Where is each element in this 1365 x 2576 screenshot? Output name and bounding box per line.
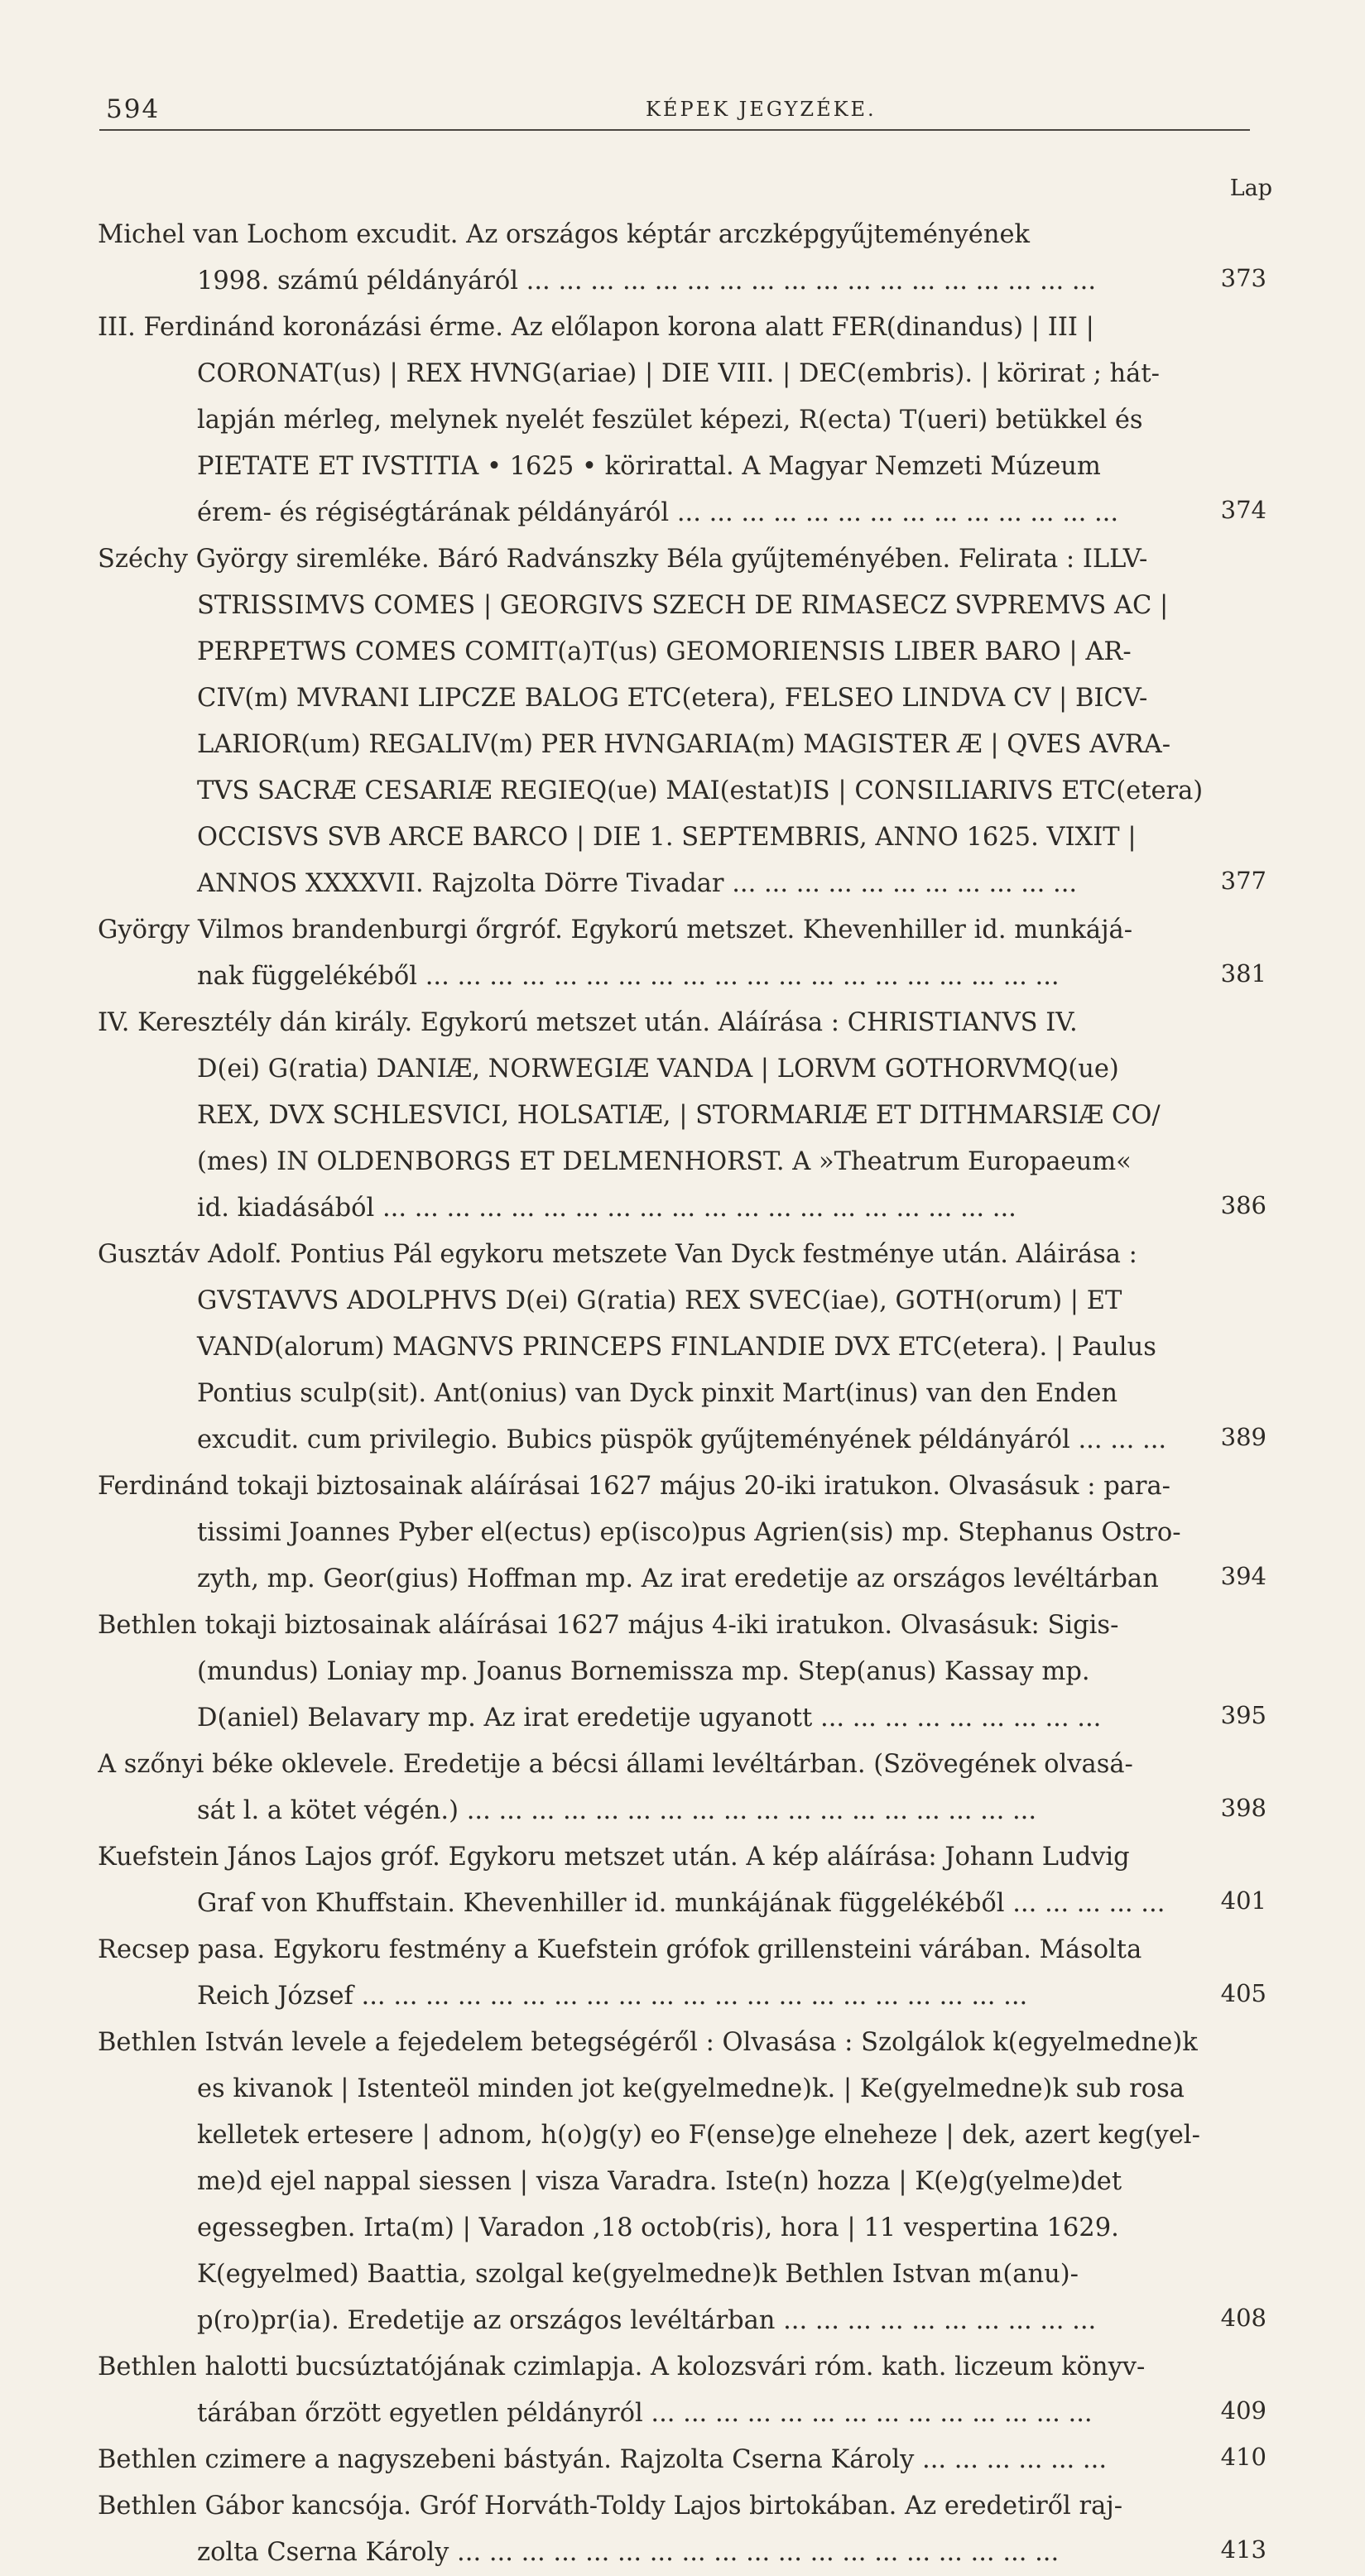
- entry-line: PERPETWS COMES COMIT(a)T(us) GEOMORIENSIS LIBER BARO | AR-: [197, 637, 1132, 666]
- entry-line: nak függelékéből ... ... ... ... ... ... ... ... ... ... ... ... ... ... ... ... ... ... ... ...: [197, 962, 1060, 991]
- running-title: KÉPEK JEGYZÉKE.: [646, 98, 877, 121]
- index-entry: [98, 1834, 1273, 1927]
- entry-line: Gusztáv Adolf. Pontius Pál egykoru metszete Van Dyck festménye után. Aláirása :: [98, 1240, 1137, 1269]
- index-entry: [98, 907, 1273, 1000]
- entry-line: Bethlen István levele a fejedelem betegségéről : Olvasása : Szolgálok k(egyelmedne)k: [98, 2028, 1198, 2057]
- entry-line: IV. Keresztély dán király. Egykorú metszet után. Aláírása : CHRISTIANVS IV.: [98, 1008, 1078, 1037]
- entry-line: me)d ejel nappal siessen | visza Varadra. Iste(n) hozza | K(e)g(yelme)det: [197, 2167, 1122, 2196]
- entry-line: TVS SACRÆ CESARIÆ REGIEQ(ue) MAI(estat)IS | CONSILIARIVS ETC(etera): [197, 776, 1204, 805]
- entry-line: ANNOS XXXXVII. Rajzolta Dörre Tivadar ... ... ... ... ... ... ... ... ... ... ...: [197, 869, 1078, 898]
- entry-line: sát l. a kötet végén.) ... ... ... ... ... ... ... ... ... ... ... ... ... ... ... ... ... ...: [197, 1796, 1037, 1825]
- entry-line: III. Ferdinánd koronázási érme. Az előlapon korona alatt FER(dinandus) | III |: [98, 313, 1094, 342]
- entry-line: GVSTAVVS ADOLPHVS D(ei) G(ratia) REX SVEC(iae), GOTH(orum) | ET: [197, 1286, 1122, 1315]
- entry-line: zolta Cserna Károly ... ... ... ... ... ... ... ... ... ... ... ... ... ... ... ... ... ... ...: [197, 2538, 1060, 2567]
- index-entry: [98, 1927, 1273, 2020]
- index-entry: [98, 2020, 1273, 2344]
- entry-line: D(aniel) Belavary mp. Az irat eredetije ugyanott ... ... ... ... ... ... ... ... ...: [197, 1704, 1102, 1733]
- entry-line: LARIOR(um) REGALIV(m) PER HVNGARIA(m) MAGISTER Æ | QVES AVRA-: [197, 730, 1171, 759]
- entry-page-number: 386: [1192, 1182, 1266, 1228]
- entry-line: 1998. számú példányáról ... ... ... ... ... ... ... ... ... ... ... ... ... ... ... ... ... ...: [197, 267, 1097, 296]
- entry-line: Bethlen halotti bucsúztatójának czimlapja. A kolozsvári róm. kath. liczeum könyv-: [98, 2353, 1146, 2381]
- index-entry: [98, 2344, 1273, 2437]
- index-entry: [98, 1742, 1273, 1834]
- entry-line: tárában őrzött egyetlen példányról ... ... ... ... ... ... ... ... ... ... ... ... ... ...: [197, 2399, 1093, 2428]
- entry-line: PIETATE ET IVSTITIA • 1625 • körirattal. A Magyar Nemzeti Múzeum: [197, 452, 1101, 481]
- entry-line: CORONAT(us) | REX HVNG(ariae) | DIE VIII. | DEC(embris). | körirat ; hát-: [197, 359, 1160, 388]
- entry-line: Recsep pasa. Egykoru festmény a Kuefstein grófok grillensteini várában. Másolta: [98, 1935, 1142, 1964]
- entry-page-number: 410: [1192, 2434, 1266, 2480]
- entry-line: Ferdinánd tokaji biztosainak aláírásai 1627 május 20-iki iratukon. Olvasásuk : para-: [98, 1472, 1170, 1501]
- entry-page-number: 394: [1192, 1553, 1266, 1599]
- entry-page-number: 409: [1192, 2387, 1266, 2434]
- page-column-label: Lap: [1229, 175, 1272, 201]
- entry-line: lapján mérleg, melynek nyelét feszület képezi, R(ecta) T(ueri) betükkel és: [197, 406, 1143, 435]
- index-entry: [98, 305, 1273, 536]
- index-entry: [98, 1000, 1273, 1232]
- entry-page-number: 374: [1192, 487, 1266, 533]
- entry-page-number: 377: [1192, 858, 1266, 904]
- entry-line: Bethlen czimere a nagyszebeni bástyán. Rajzolta Cserna Károly ... ... ... ... ... ...: [98, 2445, 1108, 2474]
- index-entry: [98, 1463, 1273, 1603]
- entry-line: (mes) IN OLDENBORGS ET DELMENHORST. A »Theatrum Europaeum«: [197, 1147, 1132, 1176]
- entry-line: OCCISVS SVB ARCE BARCO | DIE 1. SEPTEMBRIS, ANNO 1625. VIXIT |: [197, 823, 1137, 852]
- entry-line: (mundus) Loniay mp. Joanus Bornemissza mp. Step(anus) Kassay mp.: [197, 1657, 1090, 1686]
- entry-page-number: 413: [1192, 2526, 1266, 2573]
- entry-page-number: 398: [1192, 1785, 1266, 1831]
- entry-line: Bethlen tokaji biztosainak aláírásai 1627 május 4-iki iratukon. Olvasásuk: Sigis-: [98, 1611, 1119, 1640]
- index-entry: [98, 2437, 1273, 2483]
- entry-line: zyth, mp. Geor(gius) Hoffman mp. Az irat eredetije az országos levéltárban: [197, 1564, 1159, 1593]
- entry-page-number: 395: [1192, 1692, 1266, 1738]
- entry-line: Kuefstein János Lajos gróf. Egykoru metszet után. A kép aláírása: Johann Ludvig: [98, 1843, 1130, 1872]
- index-entry: [98, 212, 1273, 305]
- index-entry: [98, 536, 1273, 907]
- entry-line: id. kiadásából ... ... ... ... ... ... ... ... ... ... ... ... ... ... ... ... ... ... ... ...: [197, 1194, 1017, 1223]
- entry-line: REX, DVX SCHLESVICI, HOLSATIÆ, | STORMARIÆ ET DITHMARSIÆ CO/: [197, 1101, 1161, 1130]
- entry-line: egessegben. Irta(m) | Varadon ,18 octob(ris), hora | 11 vespertina 1629.: [197, 2213, 1119, 2242]
- entry-line: CIV(m) MVRANI LIPCZE BALOG ETC(etera), FELSEO LINDVA CV | BICV-: [197, 684, 1148, 713]
- entry-page-number: 401: [1192, 1877, 1266, 1924]
- index-entry: [98, 1603, 1273, 1742]
- entry-line: excudit. cum privilegio. Bubics püspök gyűjteményének példányáról ... ... ...: [197, 1425, 1167, 1454]
- entry-line: A szőnyi béke oklevele. Eredetije a bécsi állami levéltárban. (Szövegének olvasá-: [98, 1750, 1133, 1779]
- entry-page-number: 389: [1192, 1414, 1266, 1460]
- entry-line: Graf von Khuffstain. Khevenhiller id. munkájának függelékéből ... ... ... ... ...: [197, 1889, 1166, 1918]
- entry-line: érem- és régiségtárának példányáról ... ... ... ... ... ... ... ... ... ... ... ... ... ...: [197, 498, 1119, 527]
- page-number: 594: [106, 94, 161, 124]
- entry-line: p(ro)pr(ia). Eredetije az országos levéltárban ... ... ... ... ... ... ... ... ... ...: [197, 2306, 1097, 2335]
- entry-page-number: 373: [1192, 255, 1266, 301]
- entry-line: es kivanok | Istenteöl minden jot ke(gyelmedne)k. | Ke(gyelmedne)k sub rosa: [197, 2074, 1185, 2103]
- entry-line: Pontius sculp(sit). Ant(onius) van Dyck pinxit Mart(inus) van den Enden: [197, 1379, 1118, 1408]
- entry-line: Széchy György siremléke. Báró Radvánszky Béla gyűjteményében. Felirata : ILLV-: [98, 545, 1148, 574]
- entry-line: VAND(alorum) MAGNVS PRINCEPS FINLANDIE DVX ETC(etera). | Paulus: [197, 1333, 1156, 1362]
- entry-page-number: 381: [1192, 950, 1266, 997]
- entry-line: D(ei) G(ratia) DANIÆ, NORWEGIÆ VANDA | LORVM GOTHORVMQ(ue): [197, 1055, 1119, 1084]
- entry-line: György Vilmos brandenburgi őrgróf. Egykorú metszet. Khevenhiller id. munkájá-: [98, 916, 1133, 944]
- index-entry: [98, 2483, 1273, 2576]
- entry-line: Bethlen Gábor kancsója. Gróf Horváth-Toldy Lajos birtokában. Az eredetiről raj-: [98, 2492, 1123, 2521]
- entry-line: Reich József ... ... ... ... ... ... ... ... ... ... ... ... ... ... ... ... ... ... ... ... ...: [197, 1982, 1028, 2011]
- entry-line: kelletek ertesere | adnom, h(o)g(y) eo F(ense)ge elneheze | dek, azert keg(yel-: [197, 2121, 1200, 2150]
- entry-page-number: 408: [1192, 2295, 1266, 2341]
- index-entry: [98, 1232, 1273, 1463]
- entry-line: K(egyelmed) Baattia, szolgal ke(gyelmedne)k Bethlen Istvan m(anu)-: [197, 2260, 1079, 2289]
- entry-line: Michel van Lochom excudit. Az országos képtár arczképgyűjteményének: [98, 220, 1031, 249]
- entry-line: STRISSIMVS COMES | GEORGIVS SZECH DE RIMASECZ SVPREMVS AC |: [197, 591, 1169, 620]
- running-header: [99, 93, 1250, 131]
- entry-line: tissimi Joannes Pyber el(ectus) ep(isco)pus Agrien(sis) mp. Stephanus Ostro-: [197, 1518, 1181, 1547]
- picture-index-list: [98, 212, 1273, 2576]
- entry-page-number: 405: [1192, 1970, 1266, 2016]
